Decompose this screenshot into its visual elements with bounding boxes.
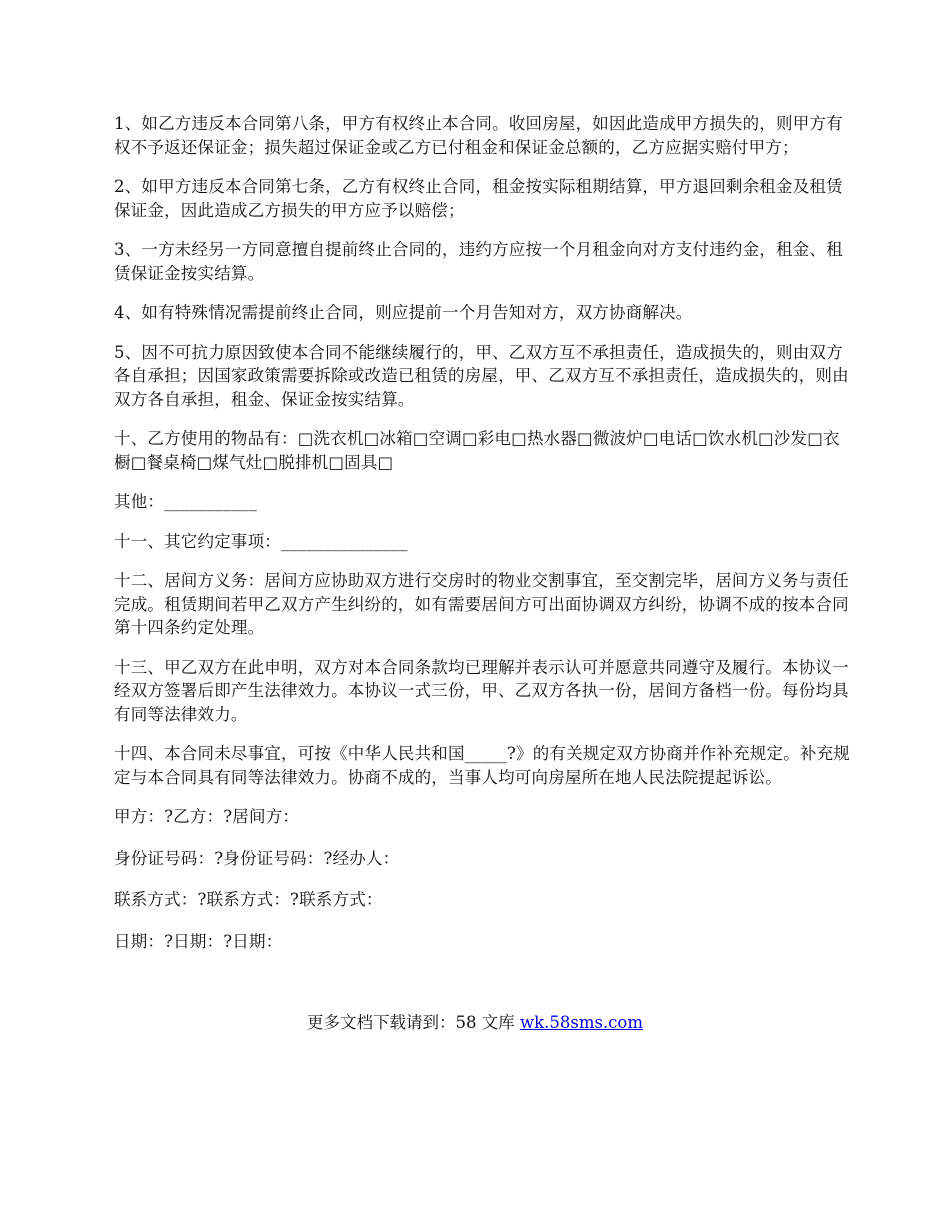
clause-2: 2、如甲方违反本合同第七条，乙方有权终止合同，租金按实际租期结算，甲方退回剩余租金及租赁保证金，因此造成乙方损失的甲方应予以赔偿； (114, 177, 843, 220)
document-body (114, 112, 850, 971)
signature-parties: 甲方：?乙方：?居间方： (114, 807, 300, 826)
footer-link[interactable]: wk.58sms.com (519, 1013, 643, 1032)
article-11: 十一、其它约定事项：_______________ (114, 531, 408, 551)
footer-text: 更多文档下载请到：58 文库 (306, 1013, 520, 1032)
article-10-items: 十、乙方使用的物品有：□洗衣机□冰箱□空调□彩电□热水器□微波炉□电话□饮水机□沙发□衣橱□餐桌椅□煤气灶□脱排机□固具□ (114, 429, 840, 472)
other-items: 其他：___________ (114, 492, 258, 511)
clause-1: 1、如乙方违反本合同第八条，甲方有权终止本合同。收回房屋，如因此造成甲方损失的，则甲方有权不予返还保证金；损失超过保证金或乙方已付租金和保证金总额的，乙方应据实赔付甲方； (114, 114, 843, 157)
signature-dates: 日期：?日期：?日期： (114, 931, 283, 951)
clause-3: 3、一方未经另一方同意擅自提前终止合同的，违约方应按一个月租金向对方支付违约金，租金、租赁保证金按实结算。 (114, 240, 843, 283)
article-14: 十四、本合同未尽事宜，可按《中华人民共和国_____?》的有关规定双方协商并作补充规定。补充规定与本合同具有同等法律效力。协商不成的，当事人均可向房屋所在地人民法院提起诉讼。 (114, 744, 850, 787)
signature-id-numbers: 身份证号码：?身份证号码：?经办人： (114, 848, 400, 868)
footer (0, 1011, 950, 1034)
article-12: 十二、居间方义务：居间方应协助双方进行交房时的物业交割事宜，至交割完毕，居间方义务与责任完成。租赁期间若甲乙双方产生纠纷的，如有需要居间方可出面协调双方纠纷，协调不成的按本合同第十四条约定处理。 (114, 571, 849, 637)
signature-contacts: 联系方式：?联系方式：?联系方式： (114, 890, 383, 909)
clause-4: 4、如有特殊情况需提前终止合同，则应提前一个月告知对方，双方协商解决。 (114, 303, 693, 322)
clause-5: 5、因不可抗力原因致使本合同不能继续履行的，甲、乙双方互不承担责任，造成损失的，则由双方各自承担；因国家政策需要拆除或改造已租赁的房屋，甲、乙双方互不承担责任，造成损失的，则由双方各自承担，租金、保证金按实结算。 (114, 342, 849, 409)
article-13: 十三、甲乙双方在此申明，双方对本合同条款均已理解并表示认可并愿意共同遵守及履行。本协议一经双方签署后即产生法律效力。本协议一式三份，甲、乙双方各执一份，居间方备档一份。每份均具有同等法律效力。 (114, 657, 849, 724)
